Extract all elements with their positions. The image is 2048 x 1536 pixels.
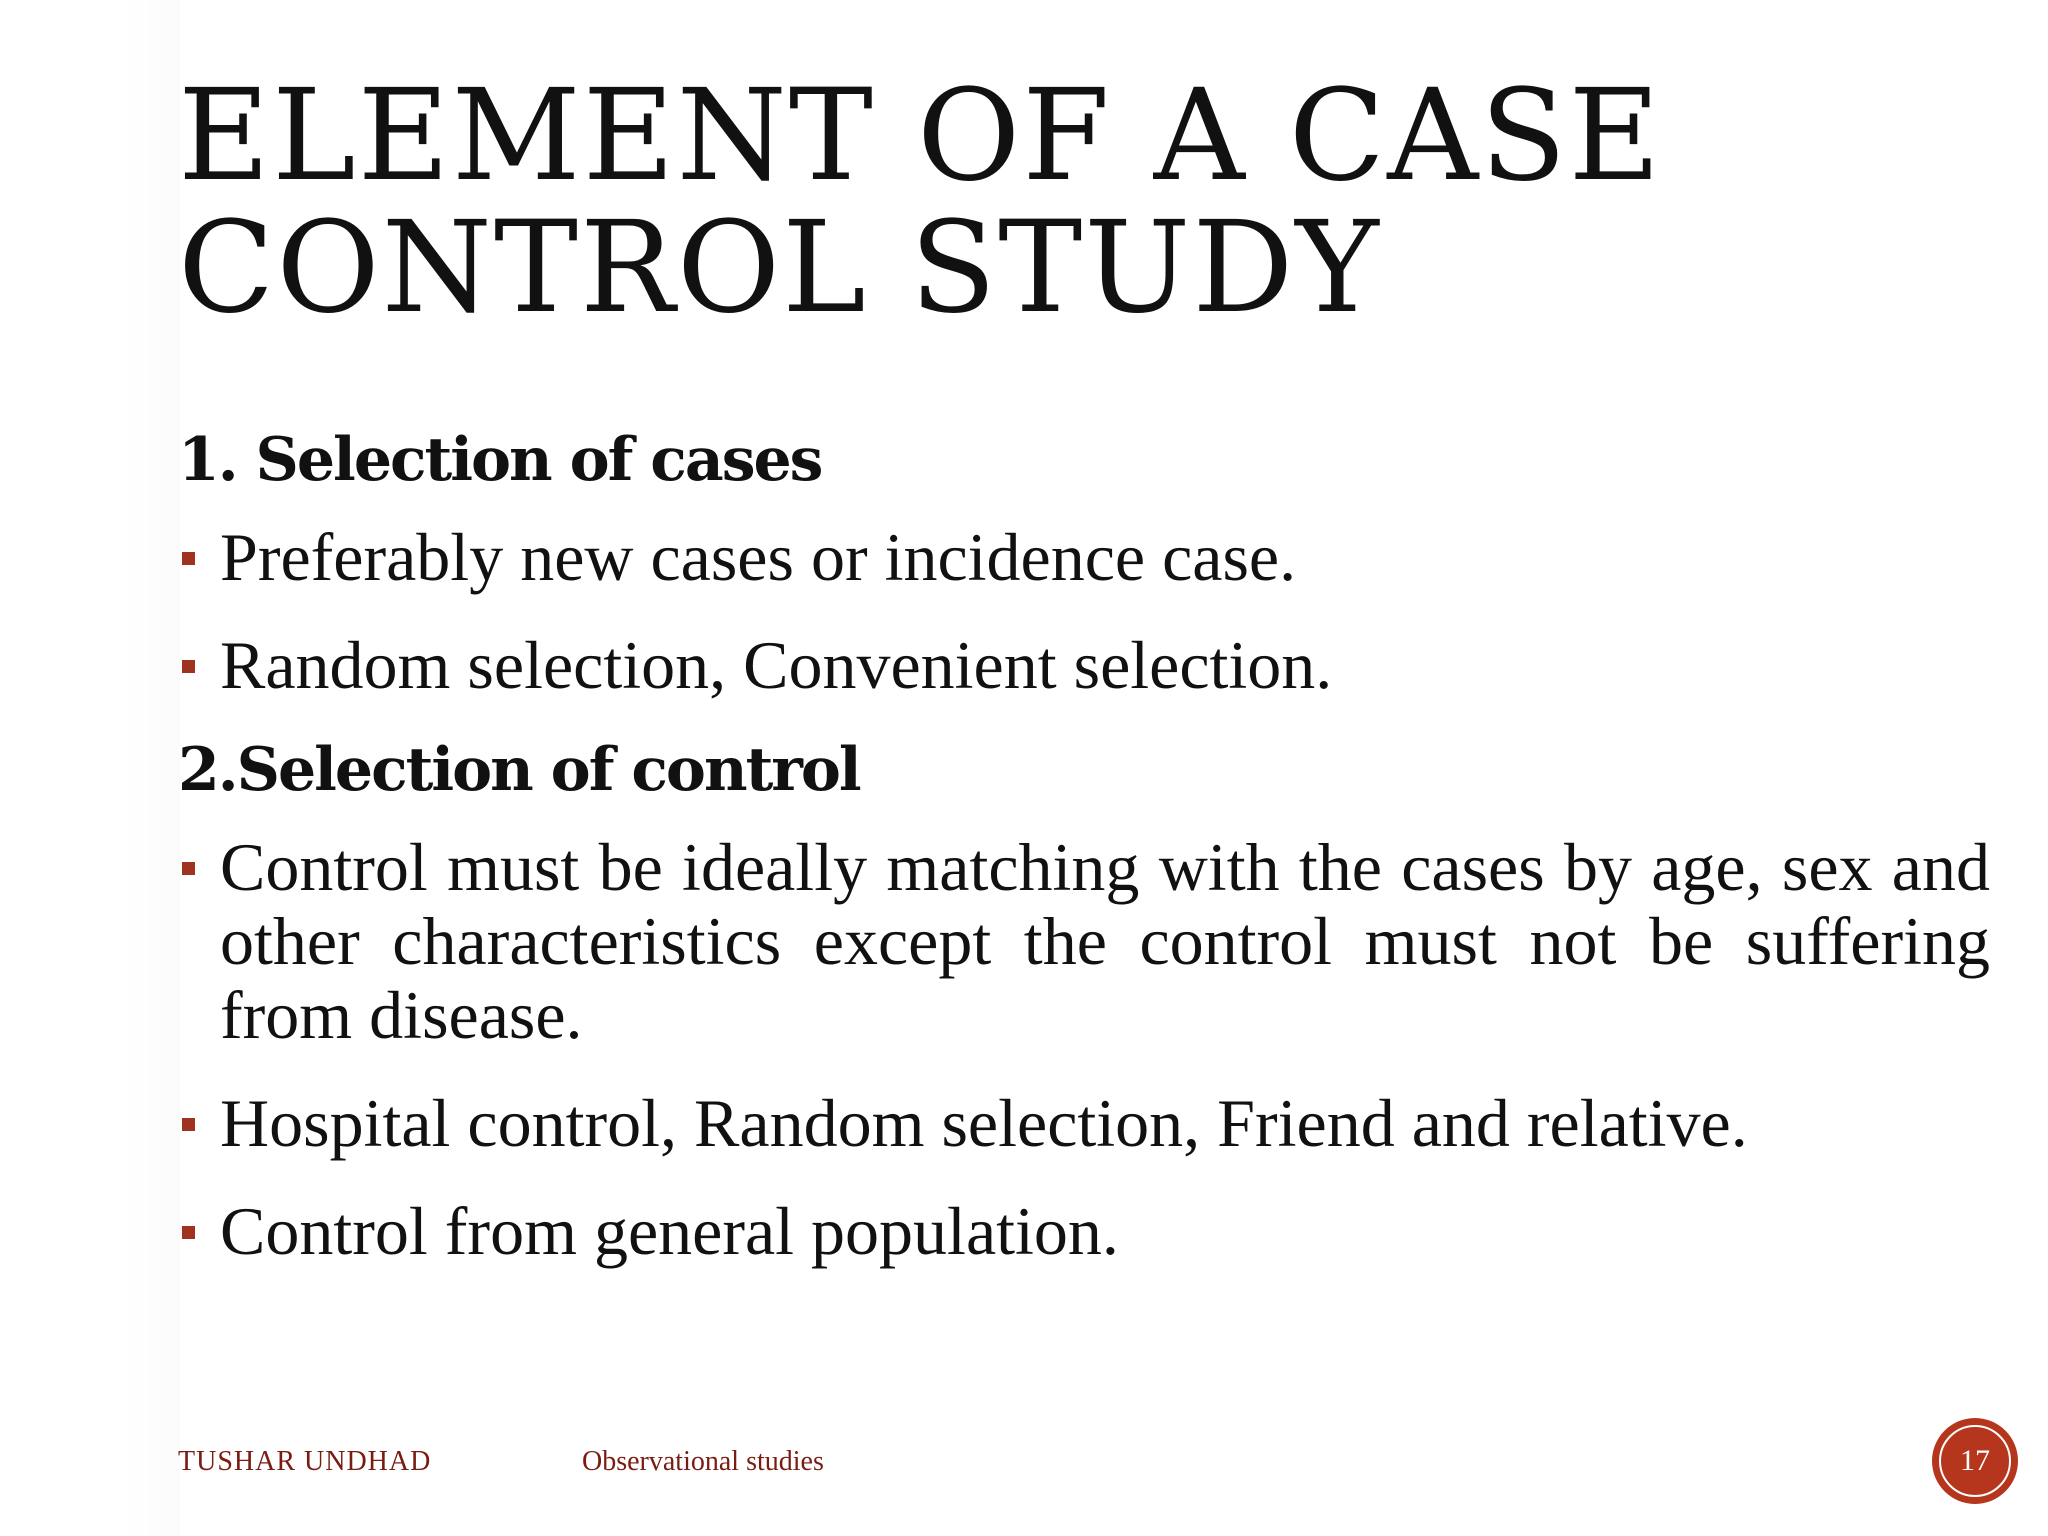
bullet-text: Preferably new cases or incidence case. xyxy=(220,519,1297,595)
bullet-item xyxy=(178,1086,1990,1160)
square-bullet-icon xyxy=(182,1118,195,1131)
bullet-item xyxy=(178,1194,1990,1268)
bullet-item xyxy=(178,830,1990,1052)
square-bullet-icon xyxy=(182,862,195,875)
square-bullet-icon xyxy=(182,552,195,565)
bullet-item xyxy=(178,628,1990,702)
title-line-1: ELEMENT OF A CASE xyxy=(178,62,1663,209)
bullet-item xyxy=(178,520,1990,594)
section-heading-control: 2.Selection of control xyxy=(178,735,860,805)
bullet-text: Random selection, Convenient selection. xyxy=(220,627,1333,703)
left-shade xyxy=(0,0,180,1536)
footer-topic: Observational studies xyxy=(582,1446,824,1477)
page-number-badge xyxy=(1932,1418,2018,1504)
slide-content xyxy=(178,420,1990,1302)
square-bullet-icon xyxy=(182,660,195,673)
square-bullet-icon xyxy=(182,1226,195,1239)
bullet-text: Control must be ideally matching with the cases by age, sex and other characteristics except the control must not be suffering from disease. xyxy=(220,829,1990,1053)
bullet-text: Hospital control, Random selection, Friend and relative. xyxy=(220,1085,1748,1161)
slide-title xyxy=(178,62,1978,341)
bullet-text: Control from general population. xyxy=(220,1193,1119,1269)
section-heading-cases: 1. Selection of cases xyxy=(178,425,822,495)
page-number: 17 xyxy=(1960,1444,1990,1477)
title-line-2: CONTROL STUDY xyxy=(178,194,1381,341)
footer-author: TUSHAR UNDHAD xyxy=(178,1446,432,1477)
